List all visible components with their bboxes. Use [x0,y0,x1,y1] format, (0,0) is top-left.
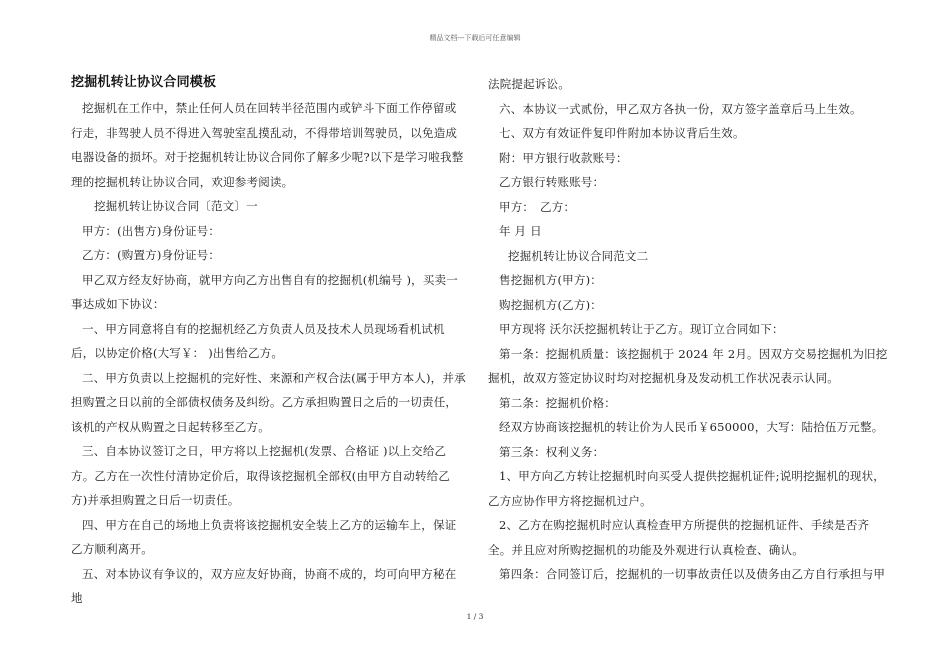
clause-5-continued: 法院提起诉讼。 [488,77,570,91]
article-3-heading: 第三条：权利义务： [499,444,605,459]
intro-paragraph: 挖掘机在工作中，禁止任何人员在回转半径范围内或铲斗下面工作停留或行走，非驾驶人员不得进入驾驶室乱摸乱动，不得带培训驾驶员，以免造成电器设备的损坏。对于挖掘机转让协议合同你了解多少呢?以下是学习啦我整理的挖掘机转让协议合同，欢迎参考阅读。 [71,101,464,189]
clause-6: 六、本协议一式贰份，甲乙双方各执一份，双方签字盖章后马上生效。 [499,101,862,116]
page-indicator: 1 / 3 [466,612,484,621]
signature-line: 甲方： 乙方： [499,199,576,214]
clause-2: 二、甲方负责以上挖掘机的完好性、来源和产权合法(属于甲方本人)，并承担购置之日以前的全部债权债务及纠纷。乙方承担购置日之后的一切责任，该机的产权从购置之日起转移至乙方。 [71,370,466,434]
buyer-line: 购挖掘机方(乙方)： [499,297,602,312]
clause-1: 一、甲方同意将自有的挖掘机经乙方负责人员及技术人员现场看机试机后，以协定价格(大写￥： )出售给乙方。 [71,321,445,360]
date-line: 年 月 日 [499,224,542,238]
left-column [71,70,466,611]
article-1: 第一条：挖掘机质量：该挖掘机于 2024 年 2月。因双方交易挖掘机为旧挖掘机，故双方签定协议时均对挖掘机身及发动机工作状况表示认同。 [488,346,888,385]
article-2-body: 经双方协商该挖掘机的转让价为人民币￥650000，大写：陆拾伍万元整。 [499,420,884,434]
party-b-account: 乙方银行转账账号： [499,175,605,189]
page-header-note: 精品文档---下载后可任意编辑 [429,34,521,42]
agreement-preamble: 甲乙双方经友好协商，就甲方向乙方出售自有的挖掘机(机编号 )，买卖一事达成如下协议： [71,272,458,311]
party-b-line: 乙方：(购置方)身份证号： [82,248,221,262]
article-3-item-2: 2、乙方在购挖掘机时应认真检查甲方所提供的挖掘机证件、手续是否齐全。并且应对所购挖掘机的功能及外观进行认真检查、确认。 [488,518,870,557]
sample-two-heading: 挖掘机转让协议合同范文二 [508,248,649,263]
attachment-party-a-account: 附：甲方银行收款账号： [499,150,628,165]
article-2-heading: 第二条：挖掘机价格： [499,395,616,410]
clause-3: 三、自本协议签订之日，甲方将以上挖掘机(发票、合格证 )以上交给乙方。乙方在一次性付清协定价后，取得该挖掘机全部权(由甲方自动转给乙方)并承担购置之日后一切责任。 [71,444,451,507]
article-3-item-1: 1、甲方向乙方转让挖掘机时向买受人提供挖掘机证件;说明挖掘机的现状，乙方应协作甲方将挖掘机过户。 [488,469,885,508]
clause-7: 七、双方有效证件复印件附加本协议背后生效。 [499,126,745,140]
document-title: 挖掘机转让协议合同模板 [71,75,217,90]
clause-5: 五、对本协议有争议的，双方应友好协商，协商不成的，均可向甲方秘在地 [71,566,457,605]
party-a-line: 甲方：(出售方)身份证号： [82,223,221,238]
transfer-statement: 甲方现将 沃尔沃挖掘机转让于乙方。现订立合同如下： [499,322,784,336]
article-4: 第四条：合同签订后，挖掘机的一切事故责任以及债务由乙方自行承担与甲 [499,567,886,581]
sample-one-heading: 挖掘机转让协议合同〔范文〕一 [94,199,258,213]
clause-4: 四、甲方在自己的场地上负责将该挖掘机安全装上乙方的运输车上，保证乙方顺利离开。 [71,517,457,556]
seller-line: 售挖掘机方(甲方)： [499,273,602,287]
right-column [488,72,888,587]
